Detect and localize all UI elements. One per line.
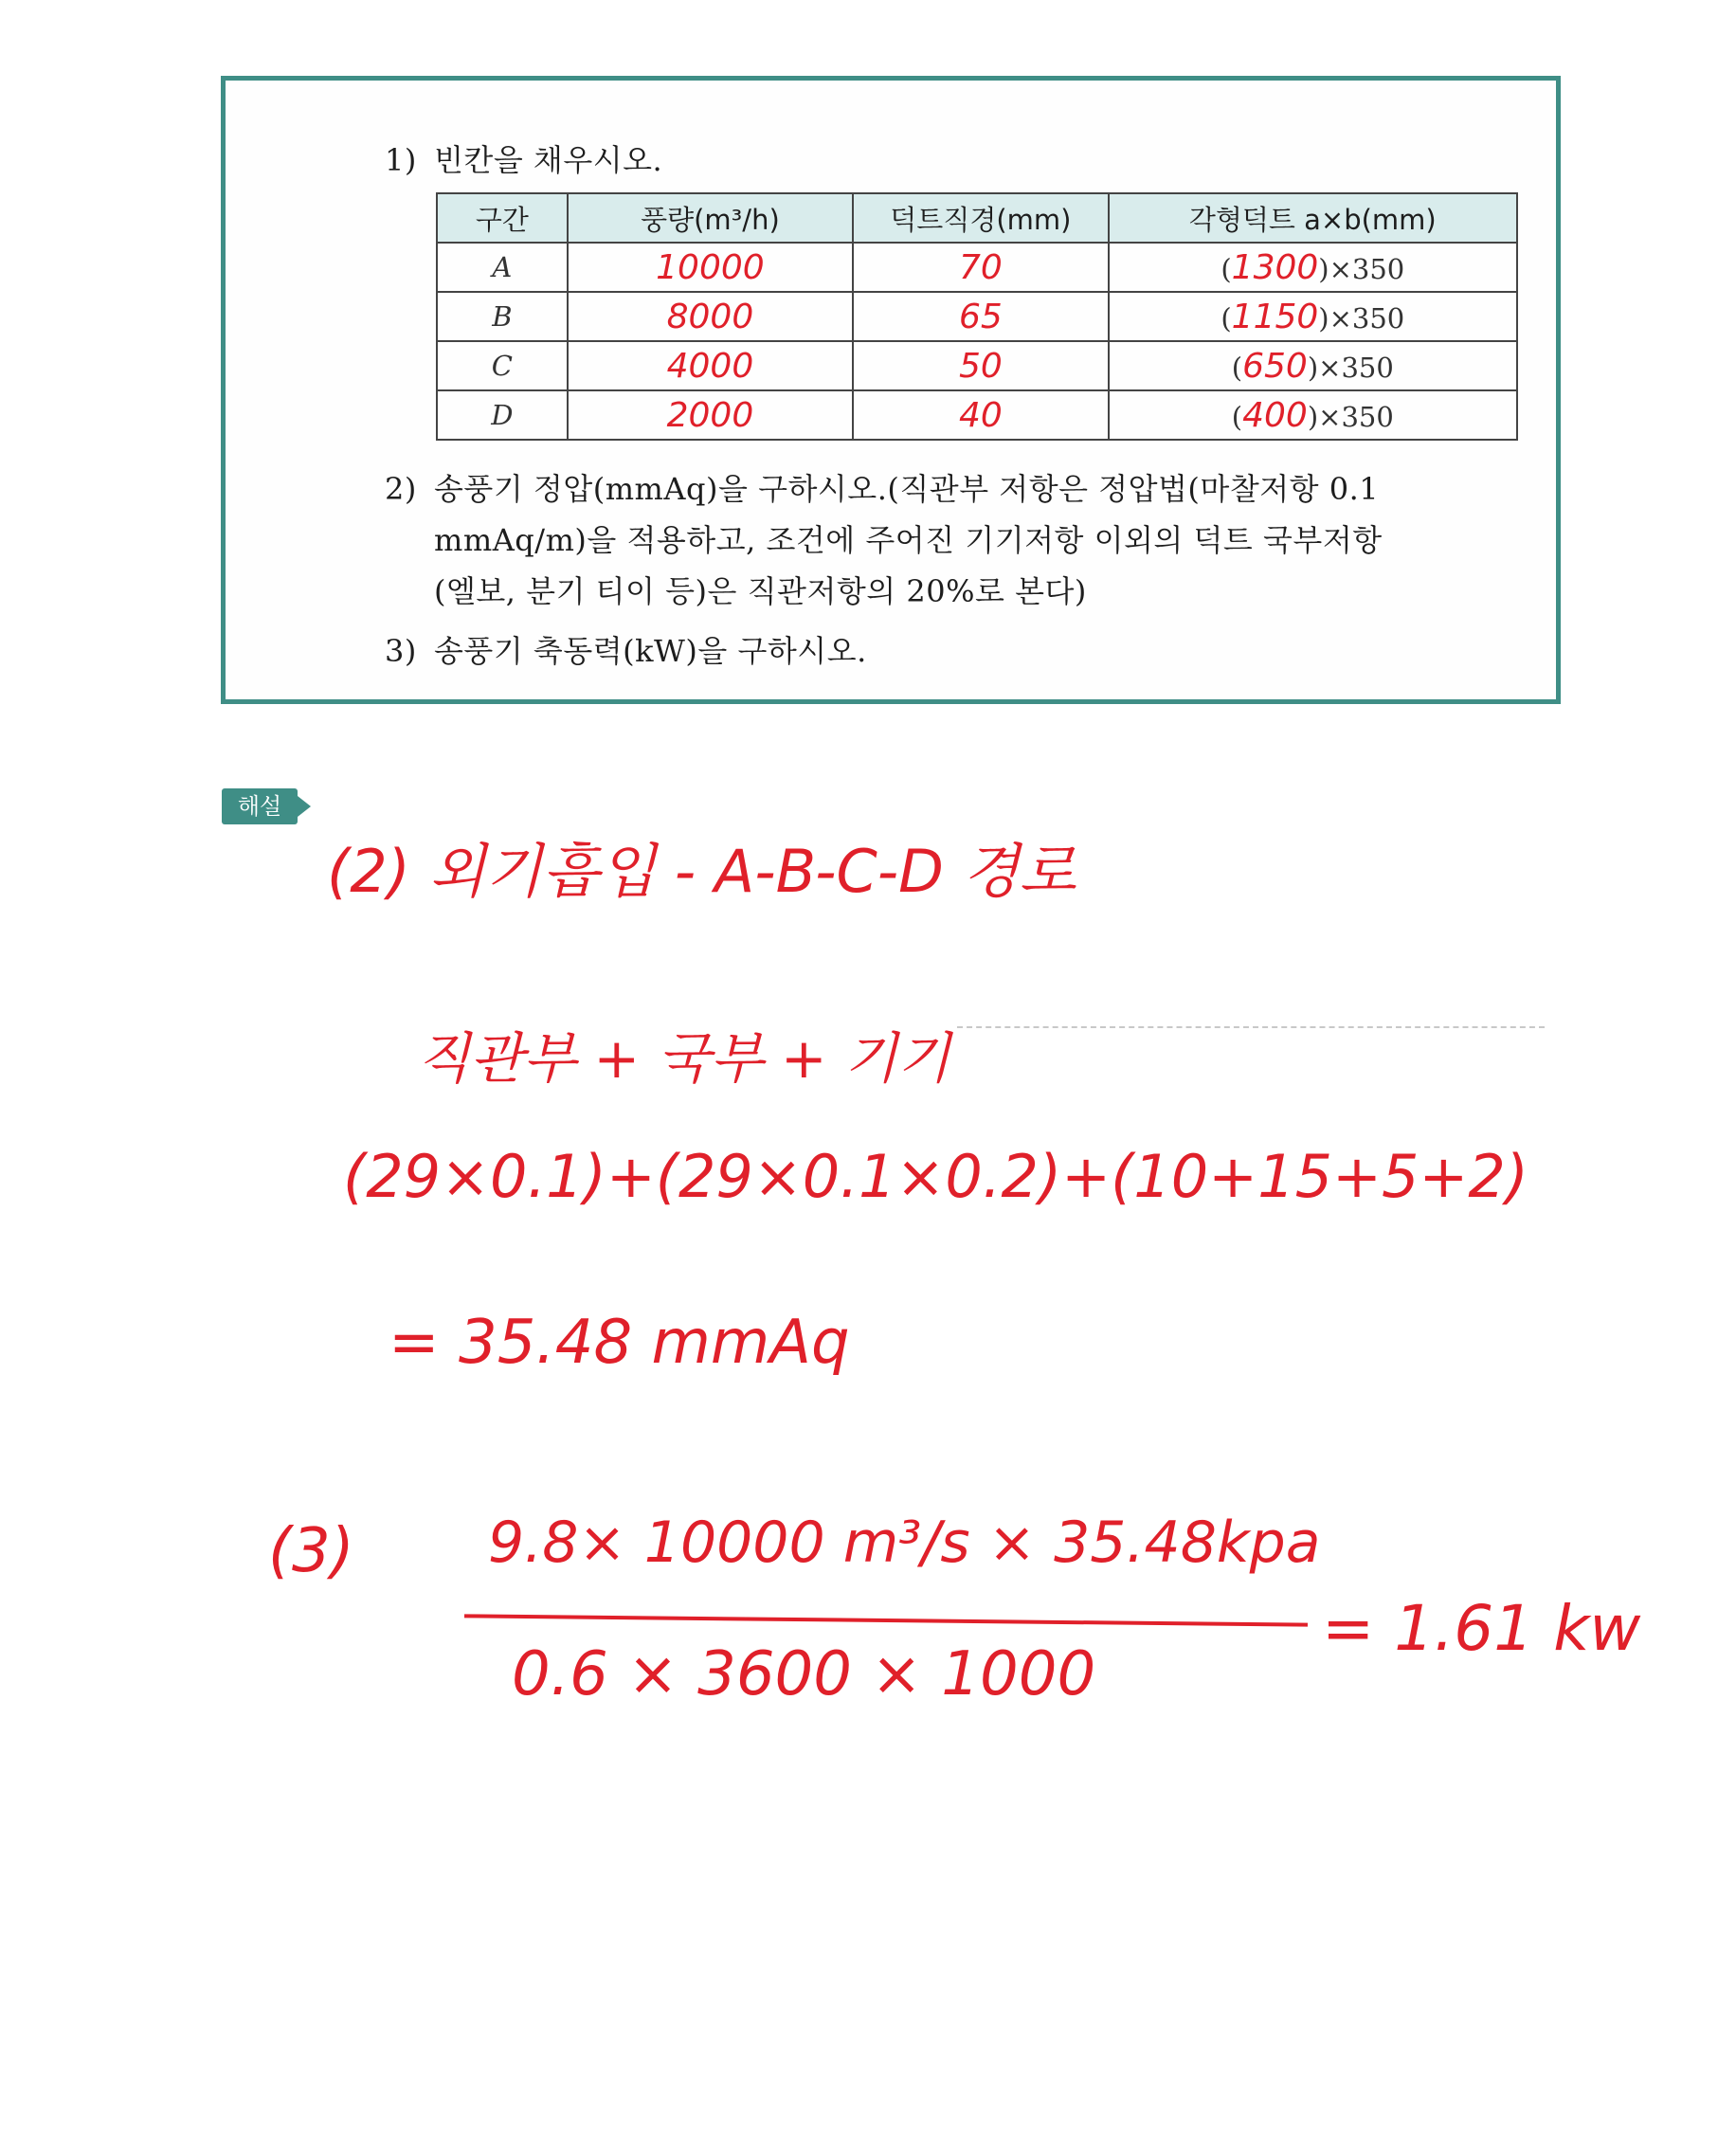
rect-duct-cell xyxy=(1109,390,1517,440)
duct-table xyxy=(436,192,1518,441)
table-row xyxy=(437,341,1517,390)
question-2 xyxy=(385,463,1522,617)
fraction-numerator: 9.8× 10000 m³/s × 35.48kpa xyxy=(488,1510,1321,1576)
solution-components-line: 직관부 + 국부 + 기기 xyxy=(417,1026,951,1091)
question-2-text-1: 송풍기 정압(mmAq)을 구하시오.(직관부 저항은 정압법(마찰저항 0.1 xyxy=(434,471,1380,507)
question-2-line-3: (엘보, 분기 티이 등)은 직관저항의 20%로 본다) xyxy=(434,573,1087,609)
section-cell: B xyxy=(437,292,568,341)
flow-cell: 2000 xyxy=(568,390,853,440)
problem-box xyxy=(221,76,1561,704)
question-2-number: 2) xyxy=(385,471,417,507)
header-diameter: 덕트직경(mm) xyxy=(853,193,1108,243)
header-rect-duct: 각형덕트 a×b(mm) xyxy=(1109,193,1517,243)
question-2-line-2: mmAq/m)을 적용하고, 조건에 주어진 기기저항 이외의 덕트 국부저항 xyxy=(434,522,1383,558)
section-cell: A xyxy=(437,243,568,292)
rect-width-value: 650 xyxy=(1242,346,1308,386)
table-row xyxy=(437,243,1517,292)
open-paren: ( xyxy=(1231,351,1243,384)
rect-duct-cell xyxy=(1109,292,1517,341)
rect-duct-cell xyxy=(1109,243,1517,292)
question-3-text: 송풍기 축동력(kW)을 구하시오. xyxy=(434,633,867,669)
rect-height-suffix: )×350 xyxy=(1307,351,1394,384)
section-cell: D xyxy=(437,390,568,440)
question-1-number: 1) xyxy=(385,142,417,178)
table-row xyxy=(437,292,1517,341)
rect-height-suffix: )×350 xyxy=(1318,301,1405,335)
diameter-cell: 65 xyxy=(853,292,1108,341)
diameter-cell: 50 xyxy=(853,341,1108,390)
solution-path-line: (2) 외기흡입 - A-B-C-D 경로 xyxy=(327,837,1076,906)
power-result: = 1.61 kw xyxy=(1322,1592,1641,1665)
rect-height-suffix: )×350 xyxy=(1307,400,1394,433)
solution-badge-arrow-icon xyxy=(298,796,311,817)
solution-pressure-result: = 35.48 mmAq xyxy=(389,1308,850,1378)
section-cell: C xyxy=(437,341,568,390)
header-section: 구간 xyxy=(437,193,568,243)
diameter-cell: 40 xyxy=(853,390,1108,440)
rect-width-value: 1300 xyxy=(1231,247,1319,287)
solution-expression-line: (29×0.1)+(29×0.1×0.2)+(10+15+5+2) xyxy=(343,1142,1528,1211)
open-paren: ( xyxy=(1221,252,1232,285)
rect-duct-cell xyxy=(1109,341,1517,390)
rect-width-value: 1150 xyxy=(1231,297,1319,336)
flow-cell: 8000 xyxy=(568,292,853,341)
question-2-line-1 xyxy=(385,463,1522,515)
faint-divider xyxy=(957,1026,1545,1028)
solution-badge: 해설 xyxy=(222,788,298,824)
rect-height-suffix: )×350 xyxy=(1318,252,1405,285)
flow-cell: 4000 xyxy=(568,341,853,390)
header-flow: 풍량(m³/h) xyxy=(568,193,853,243)
open-paren: ( xyxy=(1231,400,1243,433)
question-1-text: 빈칸을 채우시오. xyxy=(434,142,663,178)
open-paren: ( xyxy=(1221,301,1232,335)
question-3 xyxy=(385,625,867,677)
table-row xyxy=(437,390,1517,440)
diameter-cell: 70 xyxy=(853,243,1108,292)
fraction-denominator: 0.6 × 3600 × 1000 xyxy=(512,1639,1096,1709)
flow-cell: 10000 xyxy=(568,243,853,292)
fraction-bar xyxy=(464,1614,1308,1626)
question-1 xyxy=(385,135,662,186)
part-3-label: (3) xyxy=(268,1516,354,1586)
duct-table-header-row xyxy=(437,193,1517,243)
rect-width-value: 400 xyxy=(1242,395,1308,435)
question-3-number: 3) xyxy=(385,633,417,669)
